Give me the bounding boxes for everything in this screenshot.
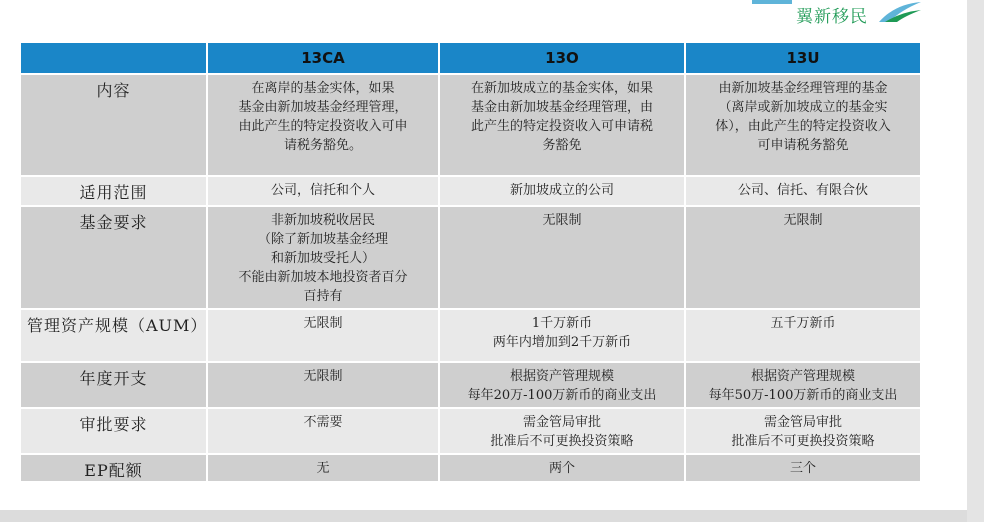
table-cell: 无: [207, 454, 439, 482]
column-header-13u: 13U: [685, 43, 921, 74]
table-row-ep-quota: [21, 454, 921, 482]
table-cell: 需金管局审批 批准后不可更换投资策略: [685, 408, 921, 454]
table-cell: 无限制: [685, 206, 921, 309]
row-label: 管理资产规模（AUM）: [21, 309, 207, 362]
table-cell: 公司、信托、有限合伙: [685, 176, 921, 206]
table-cell: 新加坡成立的公司: [439, 176, 685, 206]
table-row-annual-spending: [21, 362, 921, 408]
logo-swoosh-icon: [875, 0, 923, 24]
table-cell: 1千万新币 两年内增加到2千万新币: [439, 309, 685, 362]
table-row-aum: [21, 309, 921, 362]
table-cell: 不需要: [207, 408, 439, 454]
logo-text: 翼新移民: [796, 7, 868, 27]
table-cell: 无限制: [207, 362, 439, 408]
row-label: 年度开支: [21, 362, 207, 408]
window-edge-right: [967, 0, 984, 522]
table-cell: 三个: [685, 454, 921, 482]
table-row-approval: [21, 408, 921, 454]
row-label: 审批要求: [21, 408, 207, 454]
table-cell: 根据资产管理规模 每年20万-100万新币的商业支出: [439, 362, 685, 408]
table-cell: 在新加坡成立的基金实体，如果 基金由新加坡基金经理管理，由 此产生的特定投资收入可申请税 务豁免: [439, 74, 685, 176]
company-logo: [752, 0, 927, 26]
table-cell: 公司，信托和个人: [207, 176, 439, 206]
table-row-content: [21, 74, 921, 176]
header-corner-cell: [21, 43, 207, 74]
table-cell: 五千万新币: [685, 309, 921, 362]
table-cell: 由新加坡基金经理管理的基金 （离岸或新加坡成立的基金实 体），由此产生的特定投资收入 可申请税务豁免: [685, 74, 921, 176]
row-label: EP配额: [21, 454, 207, 482]
row-label: 内容: [21, 74, 207, 176]
window-edge-bottom: [0, 510, 967, 522]
logo-top-bar: [752, 0, 792, 4]
fund-tax-scheme-comparison-table: [21, 43, 922, 483]
column-header-13o: 13O: [439, 43, 685, 74]
table-cell: 非新加坡税收居民 （除了新加坡基金经理 和新加坡受托人） 不能由新加坡本地投资者百分 百持有: [207, 206, 439, 309]
table-cell: 无限制: [439, 206, 685, 309]
table-cell: 在离岸的基金实体，如果 基金由新加坡基金经理管理， 由此产生的特定投资收入可申 请税务豁免。: [207, 74, 439, 176]
row-label: 基金要求: [21, 206, 207, 309]
table-cell: 根据资产管理规模 每年50万-100万新币的商业支出: [685, 362, 921, 408]
table-cell: 两个: [439, 454, 685, 482]
table-row-scope: [21, 176, 921, 206]
row-label: 适用范围: [21, 176, 207, 206]
table-cell: 无限制: [207, 309, 439, 362]
column-header-13ca: 13CA: [207, 43, 439, 74]
table-row-fund-requirements: [21, 206, 921, 309]
table-cell: 需金管局审批 批准后不可更换投资策略: [439, 408, 685, 454]
table-header-row: [21, 43, 921, 74]
